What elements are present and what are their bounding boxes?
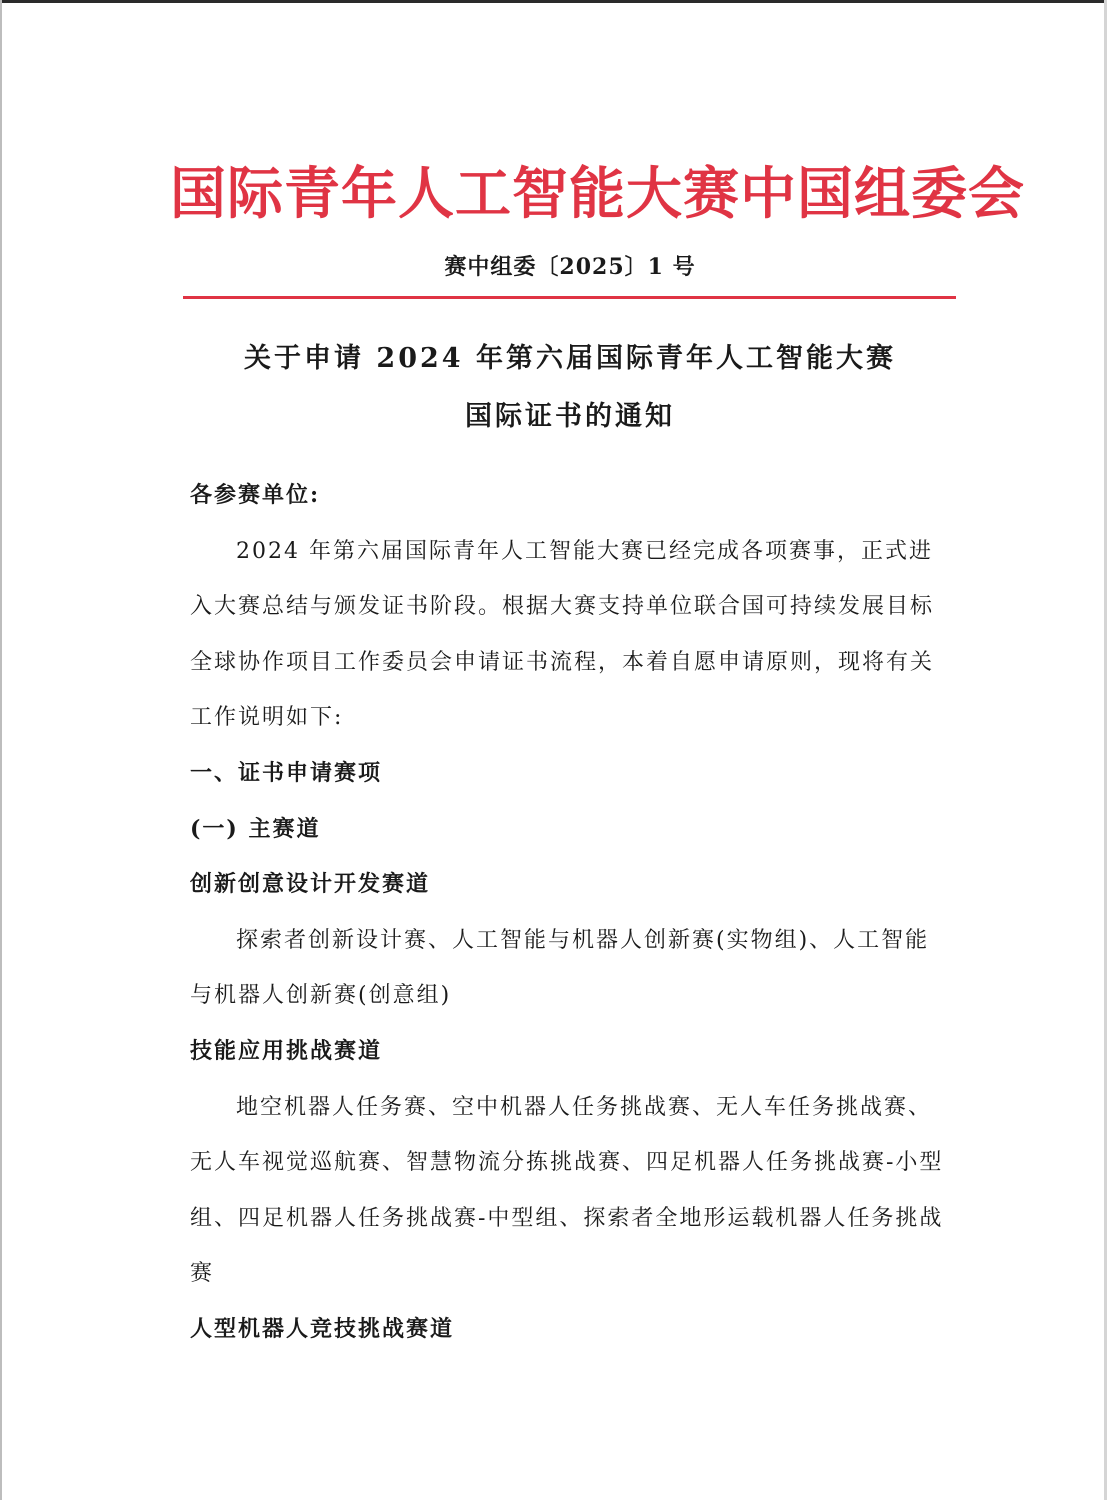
track-items-skills: 地空机器人任务赛、空中机器人任务挑战赛、无人车任务挑战赛、无人车视觉巡航赛、智慧物流分拣挑战赛、四足机器人任务挑战赛-小型组、四足机器人任务挑战赛-中型组、探索者全地形运载机器人任务挑战赛 <box>190 1094 944 1287</box>
section-heading-certificate-events: 一、证书申请赛项 <box>190 759 383 786</box>
intro-paragraph: 2024 年第六届国际青年人工智能大赛已经完成各项赛事，正式进入大赛总结与颁发证书阶段。根据大赛支持单位联合国可持续发展目标全球协作项目工作委员会申请证书流程，本着自愿申请原则，现将有关工作说明如下: <box>190 538 935 731</box>
track-heading-humanoid: 人型机器人竞技挑战赛道 <box>190 1315 455 1342</box>
salutation: 各参赛单位: <box>190 482 321 508</box>
track-heading-skills: 技能应用挑战赛道 <box>190 1037 383 1064</box>
document-number: 赛中组委〔2025〕1 号 <box>444 254 696 280</box>
document-title-line-1: 关于申请 2024 年第六届国际青年人工智能大赛 <box>244 343 896 374</box>
letterhead-red-rule <box>183 296 956 299</box>
track-items-innovation: 探索者创新设计赛、人工智能与机器人创新赛(实物组)、人工智能与机器人创新赛(创意组) <box>190 927 930 1009</box>
letterhead-org-name: 国际青年人工智能大赛中国组委会 <box>170 162 1025 227</box>
document-title <box>120 330 1020 446</box>
scan-edge-top <box>0 0 1107 3</box>
subsection-heading-main-track: (一) 主赛道 <box>190 815 321 842</box>
scan-edge-left <box>0 0 2 1500</box>
document-title-line-2: 国际证书的通知 <box>465 401 675 432</box>
document-body <box>190 468 950 1358</box>
track-heading-innovation: 创新创意设计开发赛道 <box>190 871 431 898</box>
